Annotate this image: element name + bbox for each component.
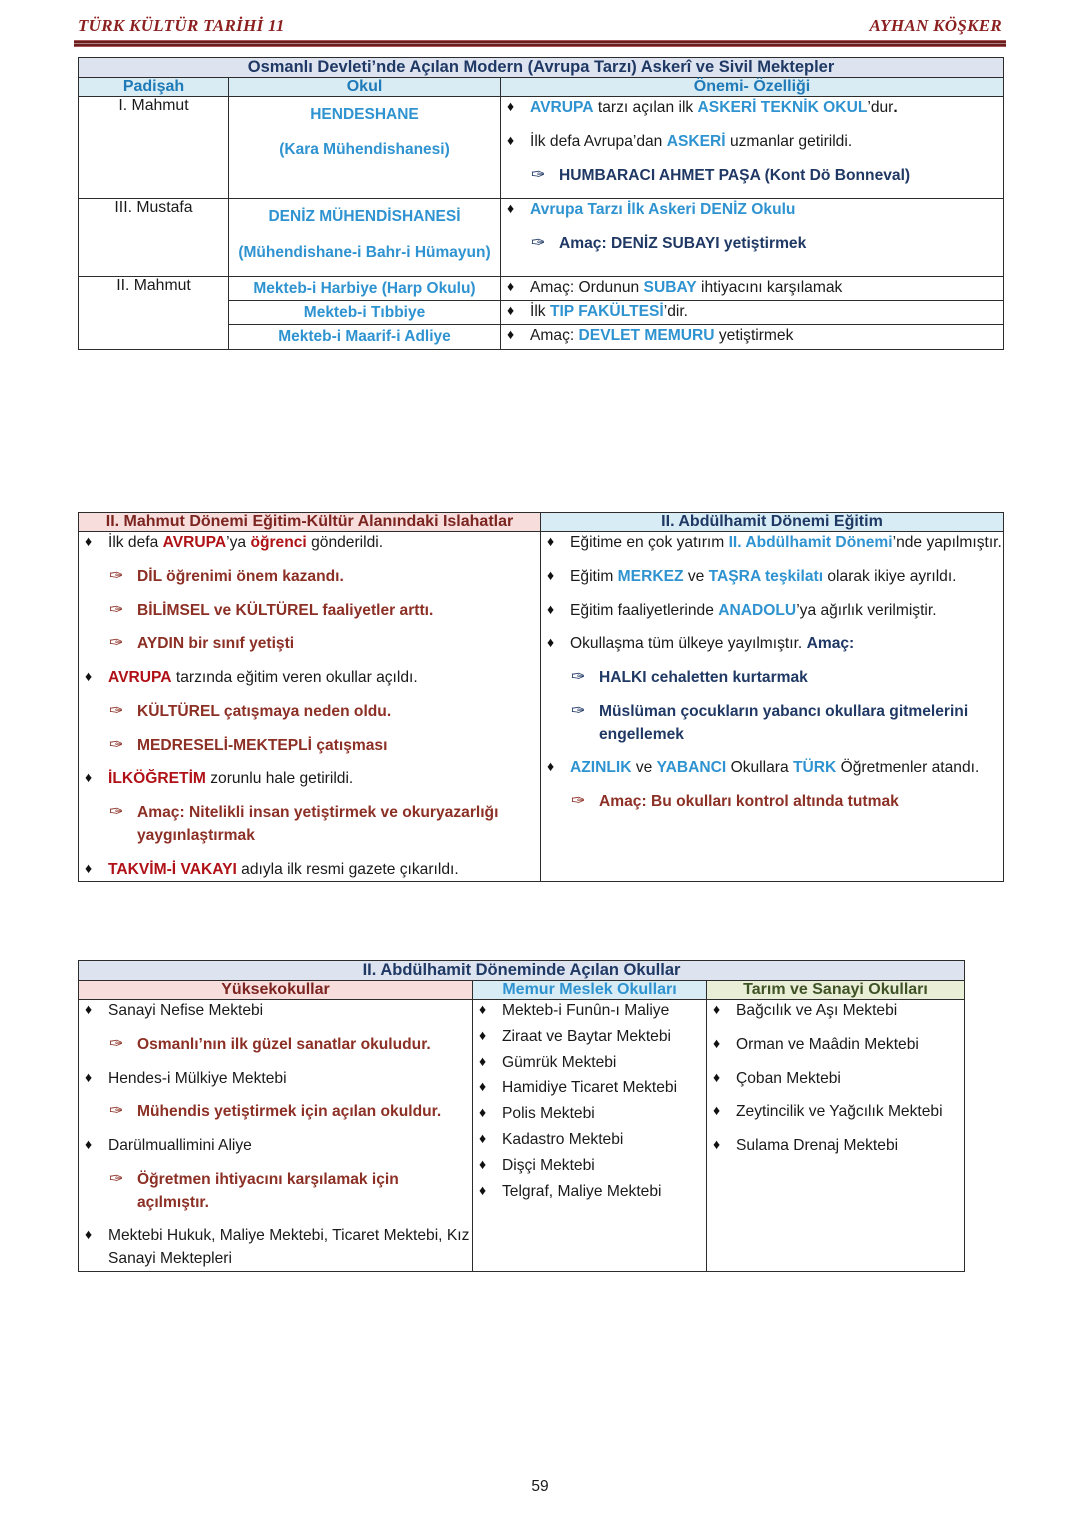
memur-okullari-list: [473, 1000, 706, 1203]
text-run: Darülmuallimini Aliye: [108, 1137, 252, 1155]
sub-bullet-item: [541, 667, 1003, 690]
okul-line: (Mühendishane-i Bahr-i Hümayun): [238, 243, 491, 261]
pointing-hand-icon: ✑: [109, 633, 124, 654]
bullet-text: [530, 133, 852, 150]
text-run: tarzı açılan ilk: [593, 99, 698, 116]
padisah-cell: II. Mahmut: [79, 276, 229, 349]
diamond-bullet-icon: ♦: [507, 98, 515, 114]
text-run: Kadastro Mektebi: [502, 1131, 624, 1149]
diamond-bullet-icon: ♦: [479, 1078, 487, 1095]
bullet-item: [541, 757, 1003, 780]
bullet-text: [502, 1105, 595, 1122]
sub-bullet-item: [79, 633, 540, 656]
text-run: ASKERİ: [666, 132, 726, 150]
diamond-bullet-icon: ♦: [479, 1181, 487, 1198]
table-row: [79, 78, 1004, 97]
diamond-bullet-icon: ♦: [85, 1068, 93, 1085]
diamond-bullet-icon: ♦: [507, 131, 515, 148]
diamond-bullet-icon: ♦: [85, 1226, 93, 1243]
bullet-item: [79, 1225, 472, 1271]
text-run: AVRUPA: [162, 534, 227, 551]
diamond-bullet-icon: ♦: [507, 326, 515, 343]
sub-bullet-item: [79, 701, 540, 724]
header-right-author: AYHAN KÖŞKER: [869, 16, 1002, 35]
bullet-text: [108, 861, 459, 878]
okul-cell: Mekteb-i Harbiye (Harp Okulu): [229, 276, 501, 300]
table1-title: Osmanlı Devleti’nde Açılan Modern (Avrupa Tarzı) Askerî ve Sivil Mektepler: [79, 58, 1004, 78]
pointing-hand-icon: ✑: [109, 1033, 124, 1054]
bullet-item: [501, 131, 1003, 154]
text-run: Çoban Mektebi: [736, 1069, 841, 1087]
diamond-bullet-icon: ♦: [713, 1068, 721, 1085]
bullet-text: [137, 602, 433, 619]
text-run: adıyla ilk resmi gazete çıkarıldı.: [236, 860, 459, 878]
text-run: ANADOLU: [718, 601, 797, 619]
bullet-item: [473, 1000, 706, 1022]
bullet-item: [501, 199, 1003, 222]
text-run: tarzında eğitim veren okullar açıldı.: [171, 669, 418, 687]
table-row: [79, 513, 1004, 532]
bullet-text: [530, 279, 842, 296]
table1-col-padisah: Padişah: [79, 78, 229, 97]
onemi-list: [501, 199, 1003, 256]
diamond-bullet-icon: ♦: [85, 533, 93, 549]
bullet-text: [137, 635, 294, 652]
bullet-text: [137, 1036, 431, 1053]
text-run: zorunlu hale getirildi.: [205, 770, 354, 788]
text-run: ihtiyacını karşılamak: [696, 278, 843, 296]
bullet-item: [473, 1103, 706, 1125]
text-run: ve: [631, 759, 657, 777]
table-row: [79, 199, 1004, 277]
padisah-cell: III. Mustafa: [79, 199, 229, 277]
text-run: yetiştirmek: [714, 327, 794, 345]
table3-cell-yuksekokullar: [79, 1000, 473, 1272]
text-run: İLKÖĞRETİM: [108, 770, 206, 788]
table-row: [79, 97, 1004, 199]
diamond-bullet-icon: ♦: [507, 302, 515, 319]
diamond-bullet-icon: ♦: [713, 1102, 721, 1119]
text-run: TÜRK: [792, 759, 837, 777]
okul-cell: [229, 97, 501, 199]
table-row: [79, 276, 1004, 300]
bullet-text: [570, 635, 854, 652]
bullet-text: [530, 303, 688, 320]
text-run: ’dir.: [663, 303, 689, 321]
text-run: MERKEZ: [617, 567, 684, 585]
text-run: TAŞRA teşkilatı: [708, 567, 824, 585]
bullet-item: [79, 1135, 472, 1158]
bullet-text: [570, 759, 979, 776]
bullet-text: [137, 1103, 441, 1120]
bullet-text: [570, 602, 937, 619]
bullet-item: [541, 532, 1003, 555]
bullet-text: [736, 1036, 919, 1053]
bullet-item: [501, 97, 1003, 120]
text-run: Avrupa Tarzı İlk Askeri DENİZ Okulu: [530, 201, 796, 219]
pointing-hand-icon: ✑: [109, 700, 124, 721]
table3-col-yuksekokullar: Yüksekokullar: [79, 981, 473, 1000]
pointing-hand-icon: ✑: [109, 1168, 124, 1189]
text-run: Hendes-i Mülkiye Mektebi: [108, 1069, 287, 1087]
text-run: Amaç:: [530, 327, 579, 345]
sub-bullet-item: [79, 735, 540, 758]
text-run: HUMBARACI AHMET PAŞA (Kont Dö Bonneval): [559, 166, 911, 184]
bullet-item: [541, 566, 1003, 589]
bullet-text: [108, 1137, 252, 1154]
text-run: SUBAY: [643, 278, 697, 296]
bullet-text: [736, 1103, 943, 1120]
bullet-item: [473, 1077, 706, 1099]
table3-title: II. Abdülhamit Döneminde Açılan Okullar: [79, 961, 965, 981]
text-run: YABANCI: [656, 759, 727, 777]
okul-cell: [229, 199, 501, 277]
bullet-text: [502, 1157, 595, 1174]
pointing-hand-icon: ✑: [109, 599, 124, 620]
bullet-text: [736, 1070, 841, 1087]
table-row: [79, 981, 965, 1000]
onemi-list: [501, 301, 1003, 324]
bullet-item: [501, 325, 1003, 348]
text-run: Osmanlı’nın ilk güzel sanatlar okuludur.: [137, 1035, 431, 1053]
text-run: Amaç:: [806, 635, 855, 653]
text-run: MEDRESELİ-MEKTEPLİ çatışması: [137, 736, 388, 754]
text-run: Orman ve Maâdin Mektebi: [736, 1035, 919, 1053]
sub-bullet-item: [79, 1169, 472, 1215]
bullet-item: [473, 1129, 706, 1151]
diamond-bullet-icon: ♦: [713, 1034, 721, 1051]
text-run: Dişçi Mektebi: [502, 1156, 595, 1174]
text-run: KÜLTÜREL çatışmaya neden oldu.: [137, 702, 392, 720]
text-run: .: [893, 99, 898, 116]
text-run: Amaç: Nitelikli insan yetiştirmek ve okuryazarlığı yaygınlaştırmak: [137, 804, 499, 844]
yuksekokullar-list: [79, 1000, 472, 1271]
bullet-text: [108, 1070, 287, 1087]
bullet-text: [502, 1183, 661, 1200]
bullet-item: [707, 1135, 964, 1158]
text-run: Ziraat ve Baytar Mektebi: [502, 1027, 671, 1045]
onemi-cell: [501, 97, 1004, 199]
bullet-text: [137, 1171, 399, 1211]
bullet-item: [473, 1155, 706, 1177]
text-run: ’ya ağırlık verilmiştir.: [796, 601, 937, 619]
bullet-item: [79, 1000, 472, 1023]
text-run: TIP FAKÜLTESİ: [549, 303, 664, 321]
diamond-bullet-icon: ♦: [547, 566, 555, 583]
bullet-item: [501, 301, 1003, 324]
okul-line: DENİZ MÜHENDİSHANESİ: [268, 208, 461, 226]
text-run: DİL öğrenimi önem kazandı.: [137, 567, 344, 585]
bullet-item: [707, 1101, 964, 1124]
table-row: [79, 961, 965, 981]
pointing-hand-icon: ✑: [571, 791, 586, 812]
bullet-item: [707, 1068, 964, 1091]
bullet-text: [502, 1131, 623, 1148]
text-run: ASKERİ TEKNİK OKUL: [697, 99, 868, 116]
bullet-text: [108, 669, 418, 686]
text-run: AVRUPA: [530, 99, 594, 116]
text-run: Sulama Drenaj Mektebi: [736, 1137, 899, 1155]
table1-col-onemi: Önemi- Özelliği: [501, 78, 1004, 97]
bullet-item: [473, 1052, 706, 1074]
text-run: II. Abdülhamit Dönemi: [728, 534, 893, 551]
diamond-bullet-icon: ♦: [85, 1001, 93, 1017]
sub-bullet-item: [79, 566, 540, 589]
text-run: Amaç: Bu okulları kontrol altında tutmak: [599, 793, 899, 811]
bullet-text: [599, 793, 899, 810]
bullet-text: [137, 737, 387, 754]
text-run: öğrenci: [250, 534, 307, 551]
text-run: Mektebi Hukuk, Maliye Mektebi, Ticaret Mektebi, Kız Sanayi Mektepleri: [108, 1227, 470, 1268]
text-run: İlk: [530, 303, 550, 321]
bullet-item: [79, 532, 540, 555]
table3-cell-tarim: [707, 1000, 965, 1272]
sub-bullet-item: [501, 233, 1003, 256]
diamond-bullet-icon: ♦: [479, 1104, 487, 1121]
table1-col-okul: Okul: [229, 78, 501, 97]
diamond-bullet-icon: ♦: [479, 1001, 487, 1017]
text-run: Mühendis yetiştirmek için açılan okuldur.: [137, 1103, 442, 1121]
abdulhamit-education-list: [541, 532, 1003, 814]
text-run: Öğretmen ihtiyacını karşılamak için açılmıştır.: [137, 1170, 399, 1211]
bullet-text: [137, 804, 498, 844]
pointing-hand-icon: ✑: [531, 233, 546, 254]
text-run: ’ya: [226, 534, 251, 551]
bullet-text: [599, 669, 808, 686]
text-run: Polis Mektebi: [502, 1105, 595, 1123]
bullet-text: [502, 1028, 671, 1045]
table3-col-memur: Memur Meslek Okulları: [473, 981, 707, 1000]
text-run: Hamidiye Ticaret Mektebi: [502, 1079, 678, 1097]
bullet-text: [108, 770, 353, 787]
sub-bullet-item: [79, 1034, 472, 1057]
text-run: Amaç: DENİZ SUBAYI yetiştirmek: [559, 235, 807, 253]
text-run: Mekteb-i Funûn-ı Maliye: [502, 1002, 670, 1019]
diamond-bullet-icon: ♦: [85, 859, 93, 876]
bullet-text: [736, 1137, 898, 1154]
bullet-item: [79, 859, 540, 882]
sub-bullet-item: [79, 802, 540, 848]
pointing-hand-icon: ✑: [531, 164, 546, 185]
text-run: gönderildi.: [306, 534, 384, 551]
text-run: Zeytincilik ve Yağcılık Mektebi: [736, 1103, 943, 1121]
bullet-item: [501, 277, 1003, 300]
bullet-text: [599, 703, 968, 743]
mahmut-reforms-list: [79, 532, 540, 881]
table-row: [79, 1000, 965, 1272]
bullet-text: [137, 703, 391, 720]
text-run: AVRUPA: [108, 669, 172, 687]
pointing-hand-icon: ✑: [571, 667, 586, 688]
table-row: [79, 532, 1004, 882]
onemi-cell: [501, 301, 1004, 325]
diamond-bullet-icon: ♦: [507, 277, 515, 294]
running-header: [78, 12, 1002, 40]
text-run: BİLİMSEL ve KÜLTÜREL faaliyetler arttı.: [137, 601, 434, 619]
table-mahmut-abdulhamit-compare: [78, 512, 1004, 882]
bullet-text: [559, 167, 910, 184]
text-run: AZINLIK: [570, 759, 632, 777]
sub-bullet-item: [541, 791, 1003, 814]
bullet-text: [502, 1079, 677, 1096]
text-run: HALKI cehaletten kurtarmak: [599, 669, 808, 687]
text-run: Eğitim: [570, 567, 618, 585]
okul-line: HENDESHANE: [310, 106, 419, 123]
bullet-text: [530, 327, 793, 344]
text-run: İlk defa Avrupa’dan: [530, 132, 667, 150]
diamond-bullet-icon: ♦: [479, 1052, 487, 1069]
text-run: Eğitime en çok yatırım: [570, 534, 729, 551]
pointing-hand-icon: ✑: [109, 565, 124, 586]
table2-right-header: II. Abdülhamit Dönemi Eğitim: [541, 513, 1004, 532]
header-divider-rule: [74, 40, 1006, 47]
bullet-text: [502, 1002, 669, 1019]
table2-left-cell: [79, 532, 541, 882]
text-run: Telgraf, Maliye Mektebi: [502, 1182, 662, 1200]
sub-bullet-item: [79, 600, 540, 623]
sub-bullet-item: [501, 165, 1003, 188]
diamond-bullet-icon: ♦: [547, 533, 555, 549]
tarim-okullari-list: [707, 1000, 964, 1158]
text-run: Sanayi Nefise Mektebi: [108, 1002, 264, 1019]
text-run: DEVLET MEMURU: [578, 327, 715, 345]
onemi-list: [501, 325, 1003, 348]
bullet-item: [707, 1034, 964, 1057]
diamond-bullet-icon: ♦: [85, 769, 93, 786]
bullet-item: [79, 1068, 472, 1091]
onemi-list: [501, 97, 1003, 187]
bullet-text: [530, 99, 898, 116]
text-run: Öğretmenler atandı.: [836, 759, 980, 777]
diamond-bullet-icon: ♦: [547, 758, 555, 775]
bullet-text: [570, 534, 1002, 551]
bullet-text: [108, 1002, 263, 1019]
text-run: Eğitim faaliyetlerinde: [570, 601, 719, 619]
sub-bullet-item: [541, 701, 1003, 747]
onemi-cell: [501, 325, 1004, 349]
text-run: olarak ikiye ayrıldı.: [823, 567, 957, 585]
bullet-item: [541, 600, 1003, 623]
bullet-text: [502, 1054, 616, 1071]
onemi-cell: [501, 276, 1004, 300]
table-abdulhamit-schools: [78, 960, 965, 1272]
bullet-item: [541, 633, 1003, 656]
diamond-bullet-icon: ♦: [85, 1136, 93, 1153]
diamond-bullet-icon: ♦: [713, 1136, 721, 1153]
okul-cell: Mekteb-i Maarif-i Adliye: [229, 325, 501, 349]
bullet-item: [79, 768, 540, 791]
bullet-text: [108, 534, 383, 551]
onemi-cell: [501, 199, 1004, 277]
bullet-item: [473, 1181, 706, 1203]
sub-bullet-item: [79, 1101, 472, 1124]
diamond-bullet-icon: ♦: [547, 600, 555, 617]
bullet-text: [108, 1227, 469, 1267]
pointing-hand-icon: ✑: [109, 734, 124, 755]
bullet-text: [137, 568, 344, 585]
diamond-bullet-icon: ♦: [85, 668, 93, 685]
pointing-hand-icon: ✑: [109, 1101, 124, 1122]
table3-col-tarim: Tarım ve Sanayi Okulları: [707, 981, 965, 1000]
text-run: Amaç: Ordunun: [530, 278, 644, 296]
text-run: İlk defa: [108, 534, 163, 551]
okul-cell: Mekteb-i Tıbbiye: [229, 301, 501, 325]
text-run: ’nde yapılmıştır.: [892, 534, 1002, 551]
bullet-text: [570, 568, 957, 585]
header-left-title: TÜRK KÜLTÜR TARİHİ 11: [78, 16, 285, 35]
bullet-item: [79, 667, 540, 690]
text-run: AYDIN bir sınıf yetişti: [137, 635, 295, 653]
text-run: ’dur: [867, 99, 894, 116]
text-run: Okullara: [726, 759, 793, 777]
page-number: 59: [531, 1478, 549, 1495]
text-run: uzmanlar getirildi.: [725, 132, 853, 150]
diamond-bullet-icon: ♦: [547, 634, 555, 651]
diamond-bullet-icon: ♦: [479, 1155, 487, 1172]
diamond-bullet-icon: ♦: [507, 200, 515, 217]
onemi-list: [501, 277, 1003, 300]
bullet-text: [559, 235, 806, 252]
table2-right-cell: [541, 532, 1004, 882]
text-run: Bağcılık ve Aşı Mektebi: [736, 1002, 898, 1019]
bullet-text: [736, 1002, 897, 1019]
diamond-bullet-icon: ♦: [713, 1001, 721, 1017]
pointing-hand-icon: ✑: [109, 802, 124, 823]
text-run: TAKVİM-İ VAKAYI: [108, 860, 237, 878]
diamond-bullet-icon: ♦: [479, 1026, 487, 1043]
text-run: Gümrük Mektebi: [502, 1053, 617, 1071]
diamond-bullet-icon: ♦: [479, 1130, 487, 1147]
okul-line: (Kara Mühendishanesi): [279, 141, 450, 159]
text-run: ve: [683, 567, 709, 585]
padisah-cell: I. Mahmut: [79, 97, 229, 199]
table3-cell-memur: [473, 1000, 707, 1272]
bullet-text: [530, 201, 795, 218]
table-row: [79, 58, 1004, 78]
table-modern-schools: [78, 57, 1004, 350]
bullet-item: [707, 1000, 964, 1023]
pointing-hand-icon: ✑: [571, 700, 586, 721]
bullet-item: [473, 1026, 706, 1048]
text-run: Müslüman çocukların yabancı okullara gitmelerini engellemek: [599, 702, 969, 743]
table2-left-header: II. Mahmut Dönemi Eğitim-Kültür Alanındaki Islahatlar: [79, 513, 541, 532]
text-run: Okullaşma tüm ülkeye yayılmıştır.: [570, 635, 807, 653]
